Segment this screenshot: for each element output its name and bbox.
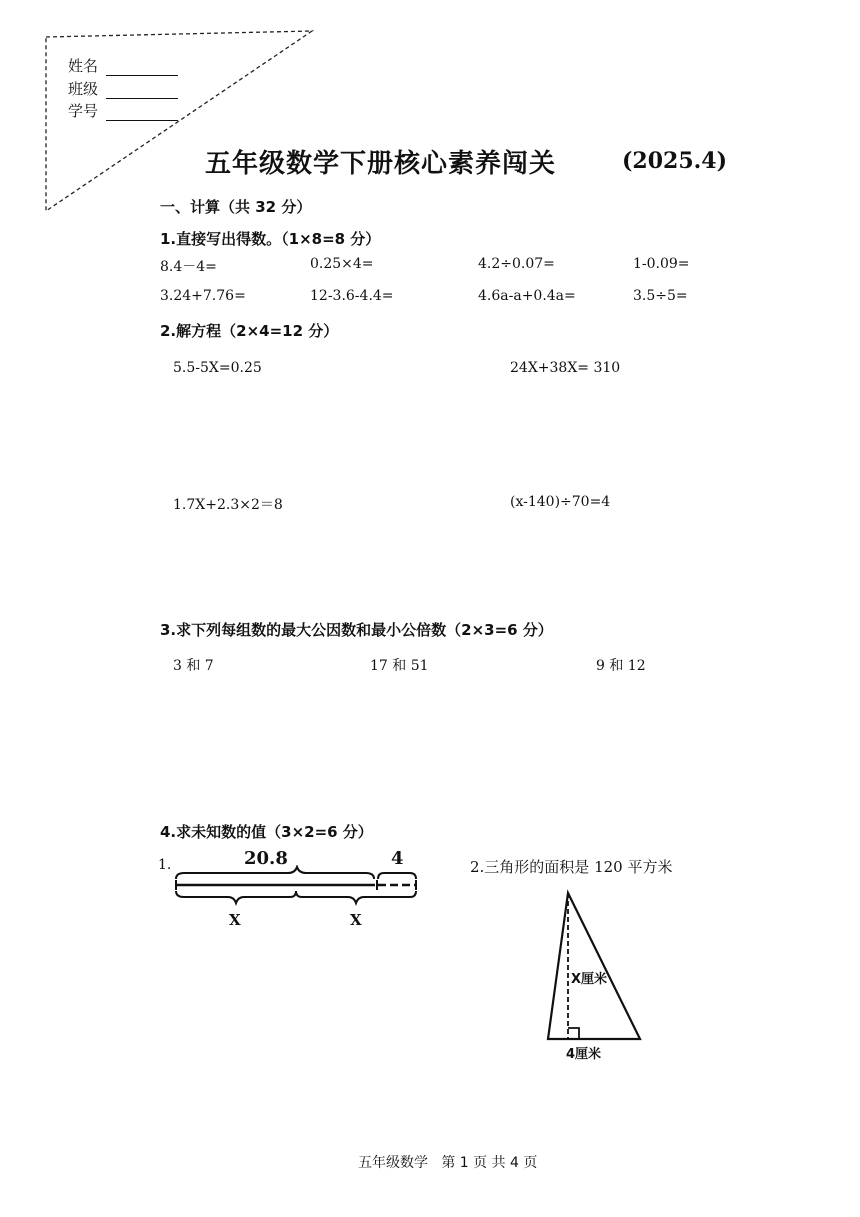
q1-heading: 1.直接写出得数。（1×8=8 分）	[160, 230, 381, 248]
triangle-diagram	[540, 885, 650, 1045]
q1-item: 12-3.6-4.4=	[310, 288, 394, 304]
q1-item: 4.6a-a+0.4a=	[478, 288, 576, 304]
q2-equation: (x-140)÷70=4	[510, 494, 611, 510]
student-number-field[interactable]	[68, 100, 178, 121]
q1-item: 3.5÷5=	[633, 288, 688, 304]
segment-x-right-label: X	[350, 911, 362, 929]
q1-item: 8.4－4=	[160, 259, 217, 275]
q2-equation: 1.7X+2.3×2＝8	[173, 497, 283, 513]
triangle-height-label: X厘米	[571, 972, 608, 987]
exam-date: (2025.4)	[622, 148, 728, 174]
q1-item: 3.24+7.76=	[160, 288, 246, 304]
q2-equation: 24X+38X= 310	[510, 360, 621, 376]
segment-extra-label: 4	[391, 848, 404, 869]
page-title: 五年级数学下册核心素养闯关	[205, 149, 557, 179]
page-footer: 五年级数学 第 1 页 共 4 页	[358, 1155, 538, 1171]
segment-total-label: 20.8	[244, 848, 288, 869]
q2-heading: 2.解方程（2×4=12 分）	[160, 322, 339, 340]
student-number-label: 学号	[68, 102, 99, 120]
class-field[interactable]	[68, 78, 178, 99]
name-field[interactable]	[68, 55, 178, 76]
triangle-base-label: 4厘米	[566, 1047, 602, 1062]
q4-part1-number: 1.	[158, 857, 172, 873]
q2-equation: 5.5-5X=0.25	[173, 360, 262, 376]
q3-pair: 17 和 51	[370, 658, 429, 674]
segment-x-left-label: X	[229, 911, 241, 929]
q3-pair: 9 和 12	[596, 658, 646, 674]
segment-diagram	[170, 865, 430, 910]
section1-heading: 一、计算（共 32 分）	[160, 198, 312, 216]
q4-heading: 4.求未知数的值（3×2=6 分）	[160, 823, 373, 841]
q1-item: 1-0.09=	[633, 256, 690, 272]
class-label: 班级	[68, 80, 99, 98]
q3-pair: 3 和 7	[173, 658, 214, 674]
q1-item: 0.25×4=	[310, 256, 374, 272]
q1-item: 4.2÷0.07=	[478, 256, 555, 272]
name-label: 姓名	[68, 57, 99, 75]
q4-part2-caption: 2.三角形的面积是 120 平方米	[470, 858, 673, 876]
q3-heading: 3.求下列每组数的最大公因数和最小公倍数（2×3=6 分）	[160, 621, 553, 639]
